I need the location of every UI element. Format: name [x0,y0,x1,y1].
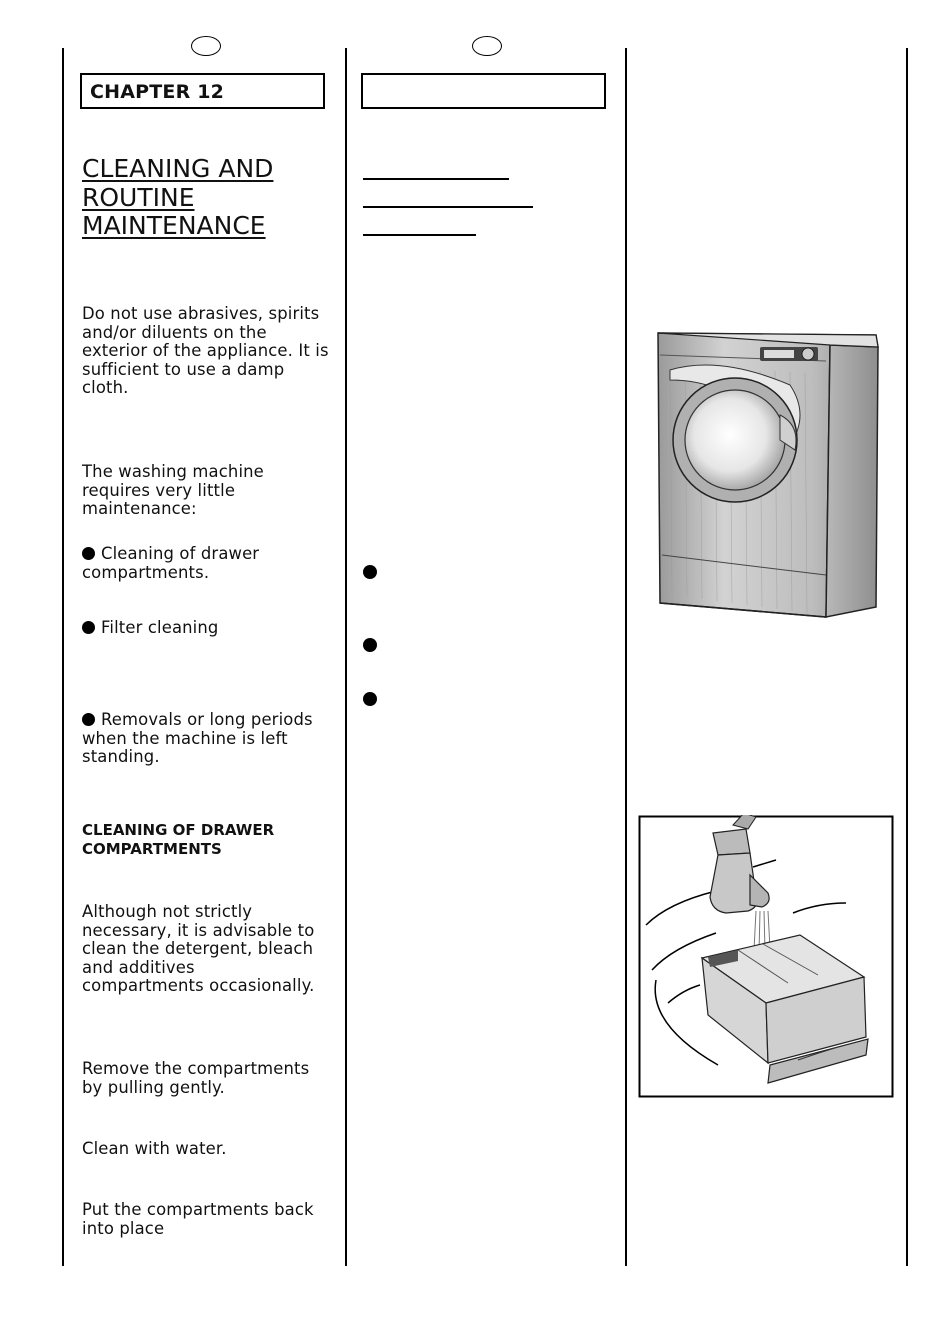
text-line: compartments occasionally. [82,976,315,996]
cleaning-advice-paragraph [82,903,314,996]
blank-title-line [363,234,476,236]
text-line: when the machine is left [82,728,288,748]
bullet-removals [82,711,313,767]
text-line: and/or diluents on the [82,322,267,342]
washing-machine-illustration [640,325,890,625]
language-indicator-middle [472,36,502,56]
text-line: standing. [82,747,160,767]
text-line: cloth. [82,378,129,398]
exterior-cleaning-paragraph [82,305,329,398]
bullet-icon [82,547,95,560]
column-rule-far-right [906,48,908,1266]
text-line: by pulling gently. [82,1077,225,1097]
text-line: exterior of the appliance. It is [82,341,329,361]
text-line: Put the compartments back [82,1200,314,1219]
blank-title-line [363,178,509,180]
step-replace [82,1201,314,1238]
bullet-filter-cleaning [82,619,218,638]
title-line: MAINTENANCE [82,211,266,240]
heading-line: COMPARTMENTS [82,840,222,858]
step-remove [82,1060,309,1097]
bullet-icon [82,621,95,634]
column-rule-right [625,48,627,1266]
text-line: Cleaning of drawer [101,544,260,563]
text-line: compartments. [82,562,210,582]
text-line: Although not strictly [82,902,253,921]
bullet-icon [363,692,377,706]
bullet-drawer-cleaning [82,545,259,582]
chapter-label: CHAPTER 12 [90,81,225,103]
chapter-box [80,73,325,109]
bullet-icon [363,638,377,652]
maintenance-intro [82,463,264,519]
text-line: and additives [82,957,195,977]
drawer-under-tap-illustration [638,815,894,1098]
text-line: into place [82,1218,165,1238]
chapter-box-blank [361,73,606,109]
text-line: Clean with water. [82,1139,227,1158]
blank-title-line [363,206,533,208]
title-line: ROUTINE [82,182,195,212]
step-clean [82,1140,227,1159]
title-line: CLEANING AND [82,154,274,183]
text-line: Filter cleaning [101,618,219,637]
heading-line: CLEANING OF DRAWER [82,821,275,839]
bullet-icon [82,713,95,726]
page-title [82,155,273,241]
section-heading [82,821,274,859]
text-line: requires very little [82,480,236,500]
column-rule-middle [345,48,347,1266]
text-line: clean the detergent, bleach [82,939,314,959]
text-line: Removals or long periods [101,710,313,729]
text-line: Do not use abrasives, spirits [82,304,320,323]
text-line: maintenance: [82,499,197,519]
column-rule-left [62,48,64,1266]
language-indicator-left [191,36,221,56]
text-line: sufficient to use a damp [82,359,285,379]
text-line: Remove the compartments [82,1059,310,1078]
text-line: necessary, it is advisable to [82,920,315,940]
text-line: The washing machine [82,462,264,481]
bullet-icon [363,565,377,579]
